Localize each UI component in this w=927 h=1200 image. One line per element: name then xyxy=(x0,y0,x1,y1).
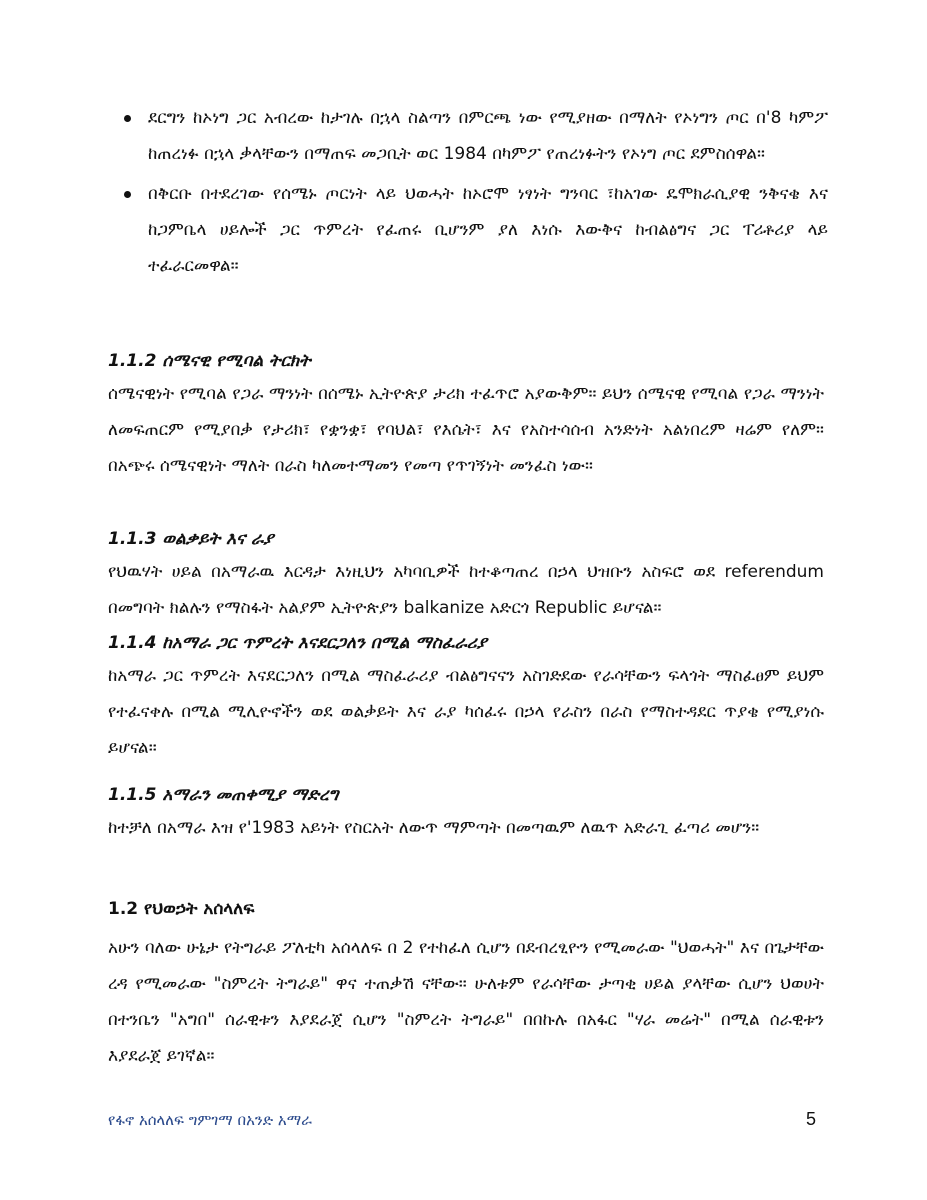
bullet-text: በቅርቡ በተደረገው የሰሜኑ ጦርነት ላይ ህወሓት ከኦሮሞ ነፃነት ግንባር ፣ከአገው ዴሞክራሲያዊ ንቅናቄ እና ከጋምቤላ ሀይሎች ጋር ጥምረት የፈጠሩ ቢሆንም ያለ እነሱ እውቅና ከብልፅግና ጋር ፐሪቶሪያ ላይ ተፈራርመዋል። xyxy=(148,184,828,276)
section-body: አሁን ባለው ሁኔታ የትግራይ ፖለቲካ አሰላለፍ በ 2 የተከፈለ ሲሆን በደብረፂዮን የሚመራው "ህወሓት" እና በጌታቸው ረዳ የሚመራው "ስምረት ትግራይ" ዋና ተጠቃሽ ናቸው። ሁለቱም የራሳቸው ታጣቂ ሀይል ያላቸው ሲሆን ህወሀት በተንቤን "አግበ" ሰራዊቱን እያደራጀ ሲሆን "ስምረት ትግራይ" በበኩሉ በአፋር "ሃራ መሬት" በሚል ሰራዊቱን እያደራጀ ይገኛል። xyxy=(108,938,824,1066)
section-heading: 1.1.5 አማራን መጠቀሚያ ማድረግ xyxy=(108,785,339,805)
section-heading: 1.2 የህወኃት አሰላለፍ xyxy=(108,899,255,919)
section-1-2 xyxy=(108,894,824,1074)
section-heading: 1.1.2 ሰሜናዊ የሚባል ትርክት xyxy=(108,351,311,371)
section-body: ሰሜናዊነት የሚባል የጋራ ማንነት በሰሜኑ ኢትዮጵያ ታሪክ ተፈጥሮ አያውቅም። ይህን ሰሜናዊ የሚባል የጋራ ማንነት ለመፍጠርም የሚያበቃ የታሪክ፣ የቋንቋ፣ የባህል፣ የእሴት፣ እና የአስተሳሰብ አንድነት አልነበረም ዛሬም የለም። በአጭሩ ሰሜናዊነት ማለት በራስ ካለመተማመን የመጣ የጥገኝነት መንፈስ ነው። xyxy=(108,384,824,476)
section-body: ከአማራ ጋር ጥምረት እናደርጋለን በሚል ማስፈራሪያ ብልፅግናናን አስገድደው የራሳቸውን ፍላጎት ማስፈፀም ይህም የተፈናቀሉ በሚል ሚሊዮኖችን ወደ ወልቃይት እና ራያ ካሰፈሩ በኃላ የራስን በራስ የማስተዳደር ጥያቄ የሚያነሱ ይሆናል። xyxy=(108,666,824,758)
section-heading: 1.1.3 ወልቃይት እና ራያ xyxy=(108,529,274,549)
section-body: የህዉሃት ሀይል በአማራዉ እርዳታ እነዚህን አካባቢዎች ከተቆጣጠረ በኃላ ህዝቡን አስፍሮ ወደ referendum በመግባት ክልሉን የማስፋት አልያም ኢትዮጵያን balkanize አድርጎ Republic ይሆናል። xyxy=(108,562,824,618)
section-body: ከተቻለ በአማራ እዝ የ'1983 አይነት የስርአት ለውጥ ማምጣት በመጣዉም ለዉጥ አድራጊ ፈጣሪ መሆን። xyxy=(108,818,760,838)
bullet-item xyxy=(112,100,828,172)
bullet-dot-icon xyxy=(124,191,131,198)
section-1-1-3 xyxy=(108,524,824,626)
section-1-1-4 xyxy=(108,628,824,766)
footer-title: የፋኖ አሰላለፍ ግምገማ በአንድ አማራ xyxy=(108,1111,312,1129)
section-1-1-5 xyxy=(108,780,824,846)
section-1-1-2 xyxy=(108,346,824,484)
section-heading: 1.1.4 ከአማራ ጋር ጥምረት እናደርጋለን በሚል ማስፈራሪያ xyxy=(108,633,487,653)
bullet-list xyxy=(112,100,828,288)
page-number: 5 xyxy=(806,1109,817,1129)
bullet-dot-icon xyxy=(124,115,131,122)
bullet-item xyxy=(112,176,828,284)
bullet-text: ደርግን ከኦነግ ጋር አብረው ከታገሉ በኋላ ስልጣን በምርጫ ነው የሚያዘው በማለት የኦነግን ጦር በ'8 ካምፖ ከጠረነፉ በኋላ ቃላቸውን በማጠፍ መጋቢት ወር 1984 በካምፖ የጠረነፉትን የኦነግ ጦር ደምስሰዋል። xyxy=(148,108,828,164)
